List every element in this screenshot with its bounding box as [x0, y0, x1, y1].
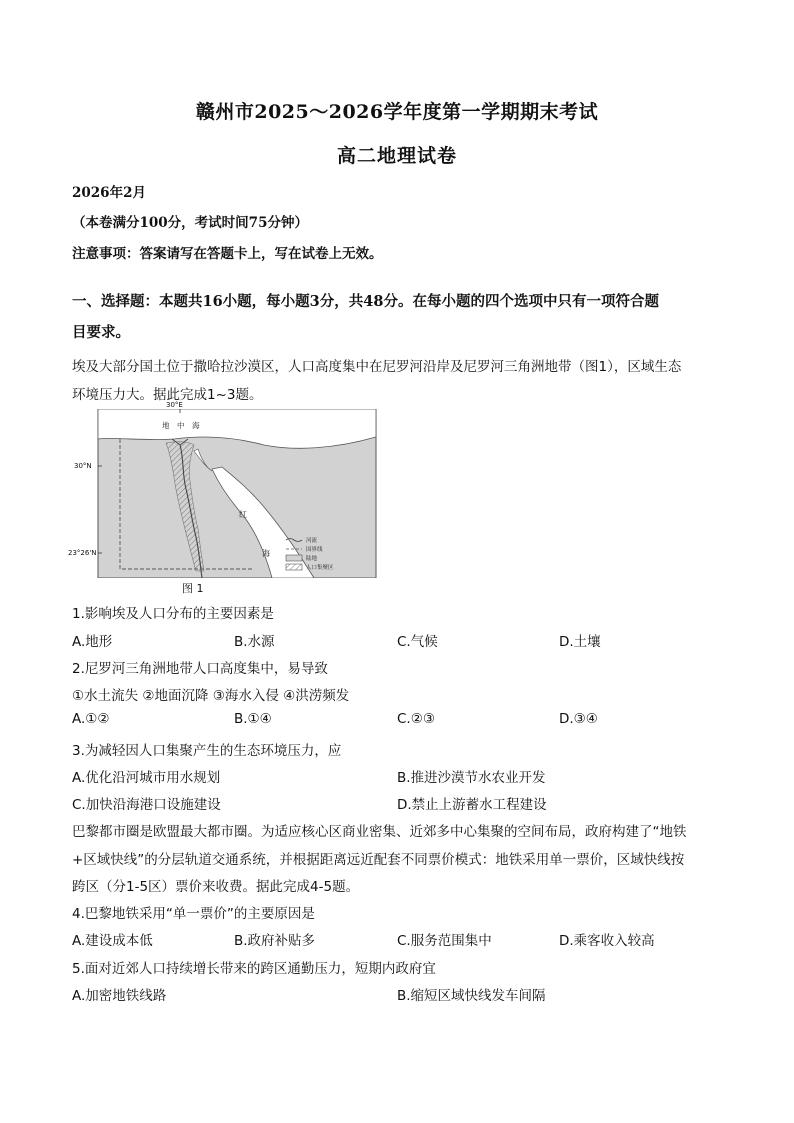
section-heading-line1: 一、选择题：本题共16小题，每小题3分，共48分。在每小题的四个选项中只有一项符合题 [72, 293, 659, 310]
q2-stem: 2.尼罗河三角洲地带人口高度集中，易导致 [72, 661, 328, 677]
legend-border: 国界线 [306, 547, 323, 553]
map-caption: 图 1 [182, 582, 204, 595]
q5-stem: 5.面对近郊人口持续增长带来的跨区通勤压力，短期内政府宜 [72, 961, 436, 977]
egypt-map-figure [68, 401, 392, 578]
q4-option-d: D.乘客收入较高 [559, 933, 655, 949]
q2-option-d: D.③④ [559, 711, 598, 727]
label-meridian: 30°E [166, 401, 183, 409]
passage2-line3: 跨区（分1-5区）票价来收费。据此完成4-5题。 [72, 879, 360, 895]
q2-option-b: B.①④ [234, 711, 272, 727]
q5-option-a: A.加密地铁线路 [72, 988, 167, 1004]
q4-option-a: A.建设成本低 [72, 933, 153, 949]
passage1-line2: 环境压力大。据此完成1~3题。 [72, 387, 263, 403]
label-lat-2326: 23°26'N [68, 549, 97, 557]
q3-option-b: B.推进沙漠节水农业开发 [397, 770, 546, 786]
exam-subtitle: 高二地理试卷 [336, 145, 457, 167]
q1-option-a: A.地形 [72, 634, 113, 650]
q1-option-c: C.气候 [397, 634, 438, 650]
q2-items: ①水土流失 ②地面沉降 ③海水入侵 ④洪涝频发 [72, 688, 350, 704]
legend-population: 人口集聚区 [306, 565, 334, 571]
q1-option-b: B.水源 [234, 634, 275, 650]
egypt-map [94, 409, 392, 578]
passage1-line1: 埃及大部分国土位于撒哈拉沙漠区，人口高度集中在尼罗河沿岸及尼罗河三角洲地带（图1），区域生态 [72, 359, 682, 375]
notice: 注意事项：答案请写在答题卡上，写在试卷上无效。 [72, 246, 383, 262]
q3-option-d: D.禁止上游蓄水工程建设 [397, 797, 547, 813]
q4-stem: 4.巴黎地铁采用“单一票价”的主要原因是 [72, 906, 315, 922]
passage2-line2: +区域快线”的分层轨道交通系统，并根据距离远近配套不同票价模式：地铁采用单一票价，区域快线按 [72, 852, 685, 868]
q1-option-d: D.土壤 [559, 634, 601, 650]
passage2-line1: 巴黎都市圈是欧盟最大都市圈。为适应核心区商业密集、近郊多中心集聚的空间布局，政府构建了“地铁 [72, 824, 687, 840]
q4-option-b: B.政府补贴多 [234, 933, 316, 949]
score-note: （本卷满分100分，考试时间75分钟） [72, 215, 308, 231]
q3-option-a: A.优化沿河城市用水规划 [72, 770, 221, 786]
section-heading-line2: 目要求。 [72, 324, 130, 341]
label-red-sea-1: 红 [239, 510, 247, 519]
label-mediterranean: 地 中 海 [162, 421, 200, 430]
legend-river: 河流 [306, 538, 318, 544]
q1-stem: 1.影响埃及人口分布的主要因素是 [72, 606, 274, 622]
q3-stem: 3.为减轻因人口集聚产生的生态环境压力，应 [72, 743, 342, 759]
legend-land: 陆地 [306, 556, 318, 562]
label-lat-30: 30°N [74, 462, 92, 470]
q5-option-b: B.缩短区域快线发车间隔 [397, 988, 546, 1004]
q2-option-c: C.②③ [397, 711, 435, 727]
exam-title: 赣州市2025～2026学年度第一学期期末考试 [195, 101, 599, 123]
exam-date: 2026年2月 [72, 185, 146, 201]
q3-option-c: C.加快沿海港口设施建设 [72, 797, 221, 813]
label-red-sea-2: 海 [262, 549, 270, 558]
q2-option-a: A.①② [72, 711, 110, 727]
q4-option-c: C.服务范围集中 [397, 933, 492, 949]
